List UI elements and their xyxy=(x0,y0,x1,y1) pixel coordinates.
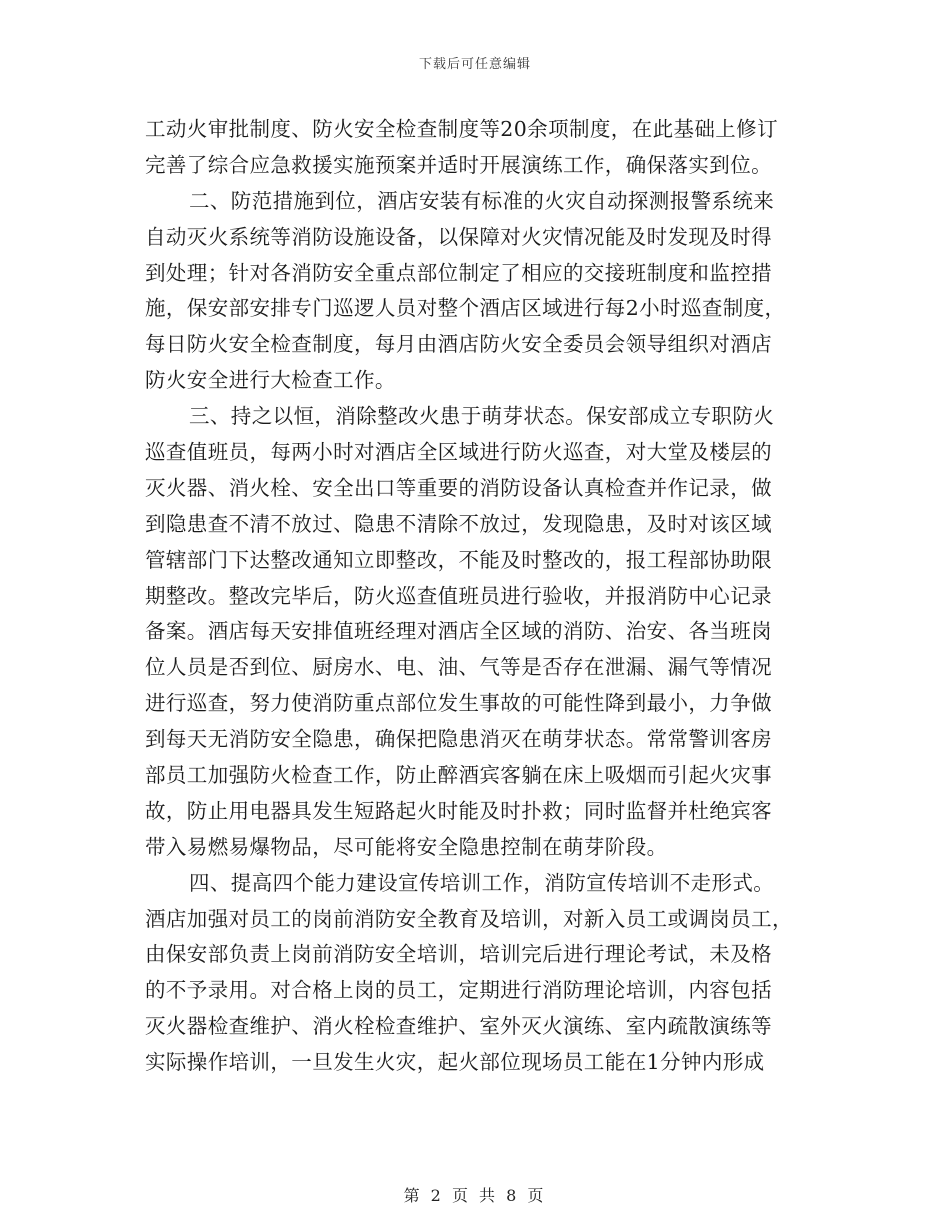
text-line: 工动火审批制度、防火安全检查制度等20余项制度，在此基础上修订 xyxy=(145,117,778,141)
page-number-footer: 第 2 页 共 8 页 xyxy=(403,1186,547,1205)
text-line: 故，防止用电器具发生短路起火时能及时扑救；同时监督并杜绝宾客 xyxy=(145,798,772,823)
document-body xyxy=(145,112,805,1081)
text-line: 酒店加强对员工的岗前消防安全教育及培训，对新入员工或调岗员工， xyxy=(145,906,793,931)
text-line: 备案。酒店每天安排值班经理对酒店全区域的消防、治安、各当班岗 xyxy=(145,619,772,644)
text-line: 完善了综合应急救援实施预案并适时开展演练工作，确保落实到位。 xyxy=(145,152,772,177)
text-line: 施，保安部安排专门巡逻人员对整个酒店区域进行每2小时巡查制度， xyxy=(145,296,786,321)
text-line: 实际操作培训，一旦发生火灾，起火部位现场员工能在1分钟内形成 xyxy=(145,1050,765,1075)
header-note: 下载后可任意编辑 xyxy=(418,57,531,72)
text-line: 带入易燃易爆物品，尽可能将安全隐患控制在萌芽阶段。 xyxy=(145,834,668,859)
text-line: 的不予录用。对合格上岗的员工，定期进行消防理论培训，内容包括 xyxy=(145,978,772,1003)
text-line: 自动灭火系统等消防设施设备，以保障对火灾情况能及时发现及时得 xyxy=(145,224,772,249)
text-line: 到处理；针对各消防安全重点部位制定了相应的交接班制度和监控措 xyxy=(145,260,772,285)
text-line: 到每天无消防安全隐患，确保把隐患消灭在萌芽状态。常常警训客房 xyxy=(145,727,772,752)
text-line: 到隐患查不清不放过、隐患不清除不放过，发现隐患，及时对该区域 xyxy=(145,511,772,536)
text-line: 每日防火安全检查制度，每月由酒店防火安全委员会领导组织对酒店 xyxy=(145,332,772,357)
text-line: 灭火器、消火栓、安全出口等重要的消防设备认真检查并作记录，做 xyxy=(145,475,772,500)
text-line: 位人员是否到位、厨房水、电、油、气等是否存在泄漏、漏气等情况 xyxy=(145,655,772,680)
text-line: 防火安全进行大检查工作。 xyxy=(145,368,396,393)
text-line: 管辖部门下达整改通知立即整改，不能及时整改的，报工程部协助限 xyxy=(145,547,772,572)
text-line: 部员工加强防火检查工作，防止醉酒宾客躺在床上吸烟而引起火灾事 xyxy=(145,763,772,788)
text-line: 灭火器检查维护、消火栓检查维护、室外灭火演练、室内疏散演练等 xyxy=(145,1014,772,1039)
text-line: 四、提高四个能力建设宣传培训工作，消防宣传培训不走形式。 xyxy=(189,870,775,895)
text-line: 巡查值班员，每两小时对酒店全区域进行防火巡查，对大堂及楼层的 xyxy=(145,440,772,465)
text-line: 期整改。整改完毕后，防火巡查值班员进行验收，并报消防中心记录 xyxy=(145,583,772,608)
text-line: 由保安部负责上岗前消防安全培训，培训完后进行理论考试，未及格 xyxy=(145,942,772,967)
text-line: 二、防范措施到位，酒店安装有标准的火灾自动探测报警系统来 xyxy=(189,188,775,213)
text-line: 三、持之以恒，消除整改火患于萌芽状态。保安部成立专职防火 xyxy=(189,404,775,429)
text-line: 进行巡查，努力使消防重点部位发生事故的可能性降到最小，力争做 xyxy=(145,691,772,716)
